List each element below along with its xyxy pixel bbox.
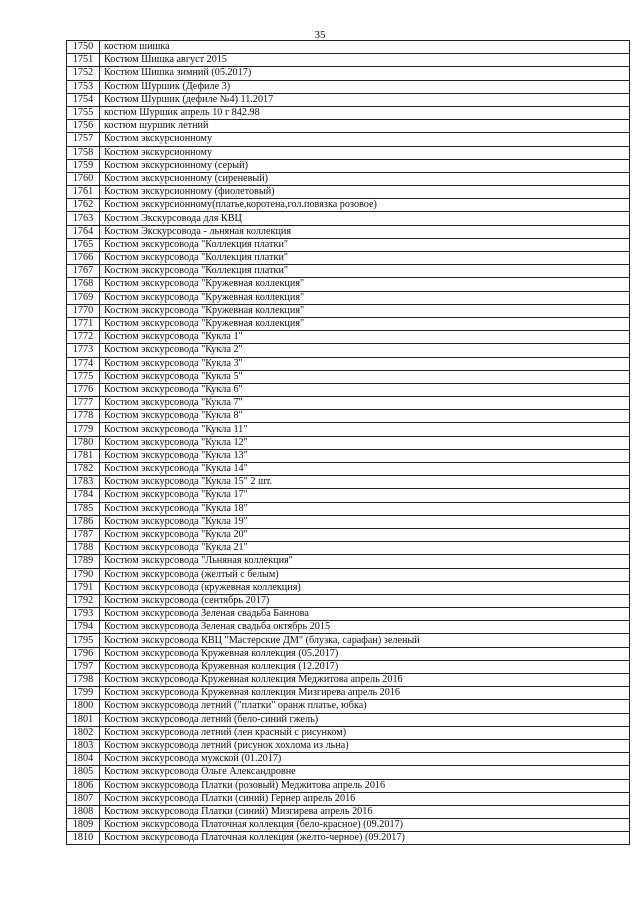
item-name: Костюм экскурсовода летний ("платки" оранж платье, юбка)	[100, 700, 630, 713]
table-row	[67, 674, 630, 687]
row-number: 1768	[67, 278, 100, 291]
item-name: Костюм экскурсовода (сентябрь 2017)	[100, 594, 630, 607]
table-row	[67, 608, 630, 621]
table-row	[67, 832, 630, 845]
table-row	[67, 621, 630, 634]
item-name: Костюм Экскурсовода для КВЦ	[100, 212, 630, 225]
table-row	[67, 489, 630, 502]
item-name: Костюм экскурсовода Кружевная коллекция (12.2017)	[100, 660, 630, 673]
row-number: 1757	[67, 133, 100, 146]
table-row	[67, 739, 630, 752]
row-number: 1765	[67, 238, 100, 251]
row-number: 1799	[67, 687, 100, 700]
row-number: 1779	[67, 423, 100, 436]
table-row	[67, 410, 630, 423]
item-name: Костюм экскурсовода Платочная коллекция (бело-красное) (09.2017)	[100, 819, 630, 832]
item-name: Костюм экскурсовода "Кукла 7"	[100, 397, 630, 410]
row-number: 1755	[67, 106, 100, 119]
row-number: 1792	[67, 594, 100, 607]
row-number: 1778	[67, 410, 100, 423]
table-row	[67, 687, 630, 700]
row-number: 1802	[67, 726, 100, 739]
row-number: 1759	[67, 159, 100, 172]
table-row	[67, 463, 630, 476]
item-name: Костюм экскурсионному	[100, 133, 630, 146]
row-number: 1793	[67, 608, 100, 621]
table-row	[67, 660, 630, 673]
table-row	[67, 502, 630, 515]
page-number: 35	[314, 29, 326, 41]
row-number: 1783	[67, 476, 100, 489]
table-row	[67, 54, 630, 67]
table-row	[67, 212, 630, 225]
item-name: Костюм экскурсовода (кружевная коллекция)	[100, 581, 630, 594]
row-number: 1805	[67, 766, 100, 779]
table-row	[67, 199, 630, 212]
row-number: 1803	[67, 739, 100, 752]
item-name: Костюм экскурсовода Зеленая свадьба октябрь 2015	[100, 621, 630, 634]
table-row	[67, 713, 630, 726]
table-row	[67, 291, 630, 304]
row-number: 1760	[67, 172, 100, 185]
item-name: Костюм экскурсовода "Кружевная коллекция"	[100, 278, 630, 291]
item-name: Костюм экскурсовода "Коллекция платки"	[100, 238, 630, 251]
row-number: 1808	[67, 805, 100, 818]
row-number: 1796	[67, 647, 100, 660]
table-row	[67, 528, 630, 541]
item-name: Костюм экскурсовода летний (лен красный с рисунком)	[100, 726, 630, 739]
table-row	[67, 357, 630, 370]
row-number: 1786	[67, 515, 100, 528]
row-number: 1758	[67, 146, 100, 159]
row-number: 1794	[67, 621, 100, 634]
table-row	[67, 594, 630, 607]
item-name: Костюм экскурсовода "Кукла 14"	[100, 463, 630, 476]
item-name: Костюм экскурсовода "Кукла 6"	[100, 383, 630, 396]
item-name: Костюм экскурсовода "Коллекция платки"	[100, 265, 630, 278]
item-name: Костюм экскурсовода "Кукла 1"	[100, 331, 630, 344]
row-number: 1773	[67, 344, 100, 357]
item-name: Костюм Шишка август 2015	[100, 54, 630, 67]
item-name: Костюм экскурсионному (сиреневый)	[100, 172, 630, 185]
table-row	[67, 93, 630, 106]
table-row	[67, 331, 630, 344]
item-name: Костюм экскурсовода "Кукла 19"	[100, 515, 630, 528]
row-number: 1763	[67, 212, 100, 225]
table-row	[67, 726, 630, 739]
item-name: Костюм экскурсовода "Кукла 17"	[100, 489, 630, 502]
item-name: костюм Шуршик апрель 10 г 842.98	[100, 106, 630, 119]
table-row	[67, 753, 630, 766]
row-number: 1776	[67, 383, 100, 396]
item-name: Костюм экскурсовода Кружевная коллекция (05.2017)	[100, 647, 630, 660]
table-row	[67, 779, 630, 792]
item-name: Костюм экскурсовода "Кружевная коллекция"	[100, 291, 630, 304]
item-name: Костюм экскурсионному(платье,коротена,гол.повязка розовое)	[100, 199, 630, 212]
item-name: Костюм Шуршик (дефиле №4) 11.2017	[100, 93, 630, 106]
row-number: 1754	[67, 93, 100, 106]
item-name: Костюм экскурсовода "Кукла 15" 2 шт.	[100, 476, 630, 489]
item-name: Костюм экскурсовода Кружевная коллекция Меджитова апрель 2016	[100, 674, 630, 687]
item-name: Костюм экскурсовода мужской (01.2017)	[100, 753, 630, 766]
table-row	[67, 120, 630, 133]
item-name: Костюм экскурсионному (фиолетовый)	[100, 186, 630, 199]
table-row	[67, 238, 630, 251]
table-row	[67, 581, 630, 594]
row-number: 1787	[67, 528, 100, 541]
item-name: Костюм экскурсовода "Кукла 2"	[100, 344, 630, 357]
row-number: 1761	[67, 186, 100, 199]
item-name: Костюм экскурсионному (серый)	[100, 159, 630, 172]
table-row	[67, 146, 630, 159]
row-number: 1801	[67, 713, 100, 726]
table-row	[67, 423, 630, 436]
table-row	[67, 370, 630, 383]
table-row	[67, 383, 630, 396]
row-number: 1795	[67, 634, 100, 647]
table-row	[67, 436, 630, 449]
row-number: 1784	[67, 489, 100, 502]
row-number: 1762	[67, 199, 100, 212]
table-row	[67, 555, 630, 568]
item-name: Костюм экскурсовода "Кружевная коллекция"	[100, 317, 630, 330]
table-row	[67, 792, 630, 805]
item-name: костюм шуршик летний	[100, 120, 630, 133]
table-row	[67, 106, 630, 119]
row-number: 1766	[67, 252, 100, 265]
item-name: костюм шишка	[100, 41, 630, 54]
table-row	[67, 186, 630, 199]
row-number: 1798	[67, 674, 100, 687]
table-row	[67, 819, 630, 832]
table-row	[67, 515, 630, 528]
item-name: Костюм экскурсовода "Кукла 11"	[100, 423, 630, 436]
item-name: Костюм экскурсовода летний (бело-синий гжель)	[100, 713, 630, 726]
table-row	[67, 568, 630, 581]
item-name: Костюм экскурсовода "Коллекция платки"	[100, 252, 630, 265]
row-number: 1774	[67, 357, 100, 370]
row-number: 1804	[67, 753, 100, 766]
table-row	[67, 41, 630, 54]
item-name: Костюм экскурсовода "Кукла 5"	[100, 370, 630, 383]
table-row	[67, 647, 630, 660]
item-name: Костюм экскурсовода Ольге Александровне	[100, 766, 630, 779]
table-row	[67, 265, 630, 278]
row-number: 1809	[67, 819, 100, 832]
row-number: 1769	[67, 291, 100, 304]
item-name: Костюм экскурсовода Зеленая свадьба Баннова	[100, 608, 630, 621]
table-row	[67, 317, 630, 330]
row-number: 1810	[67, 832, 100, 845]
table-row	[67, 159, 630, 172]
row-number: 1772	[67, 331, 100, 344]
item-name: Костюм экскурсовода "Кукла 21"	[100, 542, 630, 555]
table-row	[67, 344, 630, 357]
table-row	[67, 766, 630, 779]
inventory-rows	[67, 41, 630, 845]
item-name: Костюм экскурсовода Платки (синий) Гернер апрель 2016	[100, 792, 630, 805]
table-row	[67, 634, 630, 647]
row-number: 1751	[67, 54, 100, 67]
table-row	[67, 278, 630, 291]
item-name: Костюм экскурсовода Платочная коллекция (желто-черное) (09.2017)	[100, 832, 630, 845]
row-number: 1791	[67, 581, 100, 594]
table-row	[67, 805, 630, 818]
row-number: 1807	[67, 792, 100, 805]
item-name: Костюм экскурсовода Платки (розовый) Меджитова апрель 2016	[100, 779, 630, 792]
table-row	[67, 542, 630, 555]
row-number: 1767	[67, 265, 100, 278]
item-name: Костюм экскурсовода "Кукла 8"	[100, 410, 630, 423]
row-number: 1771	[67, 317, 100, 330]
item-name: Костюм экскурсовода "Кружевная коллекция"	[100, 304, 630, 317]
item-name: Костюм Шишка зимний (05.2017)	[100, 67, 630, 80]
table-row	[67, 252, 630, 265]
row-number: 1775	[67, 370, 100, 383]
item-name: Костюм экскурсовода "Льняная коллекция"	[100, 555, 630, 568]
item-name: Костюм экскурсовода (желтый с белым)	[100, 568, 630, 581]
row-number: 1790	[67, 568, 100, 581]
table-row	[67, 172, 630, 185]
table-row	[67, 700, 630, 713]
table-row	[67, 67, 630, 80]
item-name: Костюм экскурсовода КВЦ "Мастерские ДМ" (блузка, сарафан) зеленый	[100, 634, 630, 647]
row-number: 1789	[67, 555, 100, 568]
item-name: Костюм экскурсовода "Кукла 12"	[100, 436, 630, 449]
item-name: Костюм Экскурсовода - льняная коллекция	[100, 225, 630, 238]
item-name: Костюм экскурсовода летний (рисунок хохлома из льна)	[100, 739, 630, 752]
row-number: 1788	[67, 542, 100, 555]
item-name: Костюм экскурсовода "Кукла 20"	[100, 528, 630, 541]
row-number: 1753	[67, 80, 100, 93]
table-row	[67, 304, 630, 317]
table-row	[67, 449, 630, 462]
table-row	[67, 225, 630, 238]
row-number: 1764	[67, 225, 100, 238]
row-number: 1806	[67, 779, 100, 792]
row-number: 1797	[67, 660, 100, 673]
row-number: 1780	[67, 436, 100, 449]
item-name: Костюм экскурсовода "Кукла 3"	[100, 357, 630, 370]
item-name: Костюм экскурсовода "Кукла 13"	[100, 449, 630, 462]
row-number: 1750	[67, 41, 100, 54]
row-number: 1785	[67, 502, 100, 515]
row-number: 1770	[67, 304, 100, 317]
row-number: 1781	[67, 449, 100, 462]
item-name: Костюм экскурсовода "Кукла 18"	[100, 502, 630, 515]
table-row	[67, 397, 630, 410]
inventory-table	[66, 40, 630, 845]
table-row	[67, 476, 630, 489]
row-number: 1800	[67, 700, 100, 713]
item-name: Костюм экскурсионному	[100, 146, 630, 159]
item-name: Костюм Шуршик (Дефиле 3)	[100, 80, 630, 93]
item-name: Костюм экскурсовода Кружевная коллекция Мизгирева апрель 2016	[100, 687, 630, 700]
row-number: 1752	[67, 67, 100, 80]
row-number: 1756	[67, 120, 100, 133]
row-number: 1777	[67, 397, 100, 410]
table-row	[67, 80, 630, 93]
row-number: 1782	[67, 463, 100, 476]
table-row	[67, 133, 630, 146]
item-name: Костюм экскурсовода Платки (синий) Мизгирева апрель 2016	[100, 805, 630, 818]
